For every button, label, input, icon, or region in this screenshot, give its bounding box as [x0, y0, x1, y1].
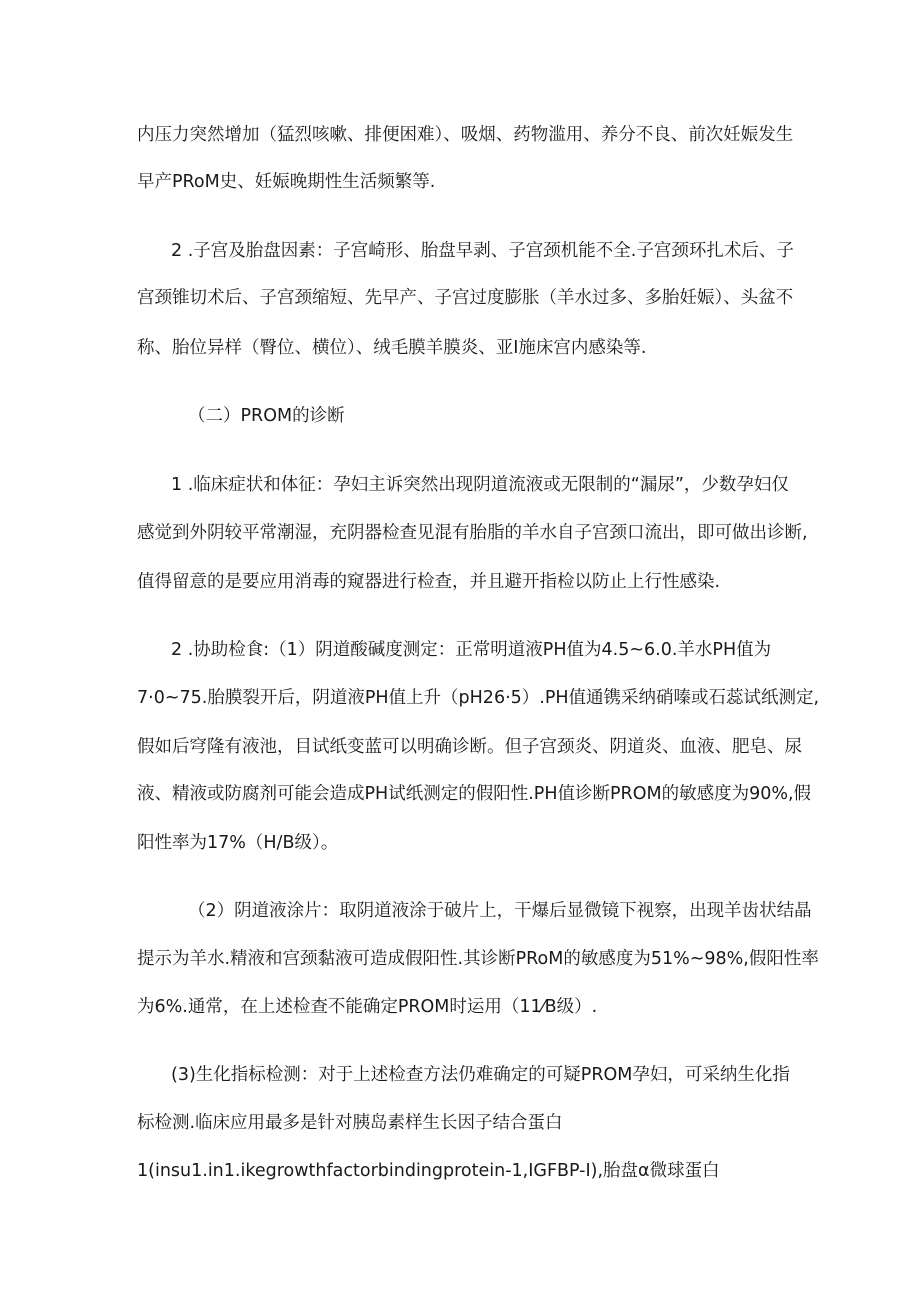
text-line: (3)生化指标检测：对于上述检查方法仍难确定的可疑PROM孕妇，可采纳生化指	[171, 1065, 790, 1085]
text-line: 内压力突然增加（猛烈咳嗽、排便困难）、吸烟、药物滥用、养分不良、前次妊娠发生	[137, 125, 794, 145]
text-line: 早产PRoM史、妊娠晚期性生活频繁等.	[137, 172, 436, 192]
text-line: 称、胎位异样（臀位、横位）、绒毛膜羊膜炎、亚I施床宫内感染等.	[137, 338, 647, 358]
text-line: 2 .子宫及胎盘因素：子宫崎形、胎盘早剥、子宫颈机能不全.子宫颈环扎术后、子	[171, 241, 794, 261]
text-line: 假如后穹隆有液池，目试纸变蓝可以明确诊断。但子宫颈炎、阴道炎、血液、肥皂、尿	[137, 737, 802, 757]
text-line: 阳性率为17%（H/B级）。	[137, 833, 339, 853]
text-line: 1 .临床症状和体征：孕妇主诉突然出现阴道流液或无限制的“漏尿”，少数孕妇仅	[171, 475, 789, 495]
text-line: 值得留意的是要应用消毒的窥器进行检查，并且避开指检以防止上行性感染.	[137, 572, 721, 592]
text-line: （2）阴道液涂片：取阴道液涂于破片上，干爆后显微镜下视察，出现羊齿状结晶	[188, 901, 812, 921]
text-line: 宫颈锥切术后、子宫颈缩短、先早产、子宫过度膨胀（羊水过多、多胎妊娠）、头盆不	[137, 288, 794, 308]
text-line: 为6%.通常，在上述检查不能确定PROM时运用（11⁄B级）.	[137, 997, 598, 1017]
text-line: 感觉到外阴较平常潮湿，充阴器检查见混有胎脂的羊水自子宫颈口流出，即可做出诊断,	[137, 523, 808, 543]
section-heading: （二）PROM的诊断	[188, 406, 345, 426]
text-line: 提示为羊水.精液和宫颈黏液可造成假阳性.其诊断PRoM的敏感度为51%~98%,假阳性率	[137, 949, 819, 969]
text-line: 2 .协助检食:（1）阴道酸碱度测定：正常明道液PH值为4.5~6.0.羊水PH值为	[171, 640, 772, 660]
text-line: 液、精液或防腐剂可能会造成PH试纸测定的假阳性.PH值诊断PROM的敏感度为90%,假	[137, 784, 812, 804]
text-line: 标检测.临床应用最多是针对胰岛素样生长因子结合蛋白	[137, 1113, 563, 1133]
text-line: 7·0~75.胎膜裂开后，阴道液PH值上升（pH26·5）.PH值通镌采纳硝嗪或石蕊试纸测定,	[137, 688, 820, 708]
text-line: 1(insu1.in1.ikegrowthfactorbindingprotein-1,IGFBP-I),胎盘α微球蛋白	[137, 1161, 720, 1181]
